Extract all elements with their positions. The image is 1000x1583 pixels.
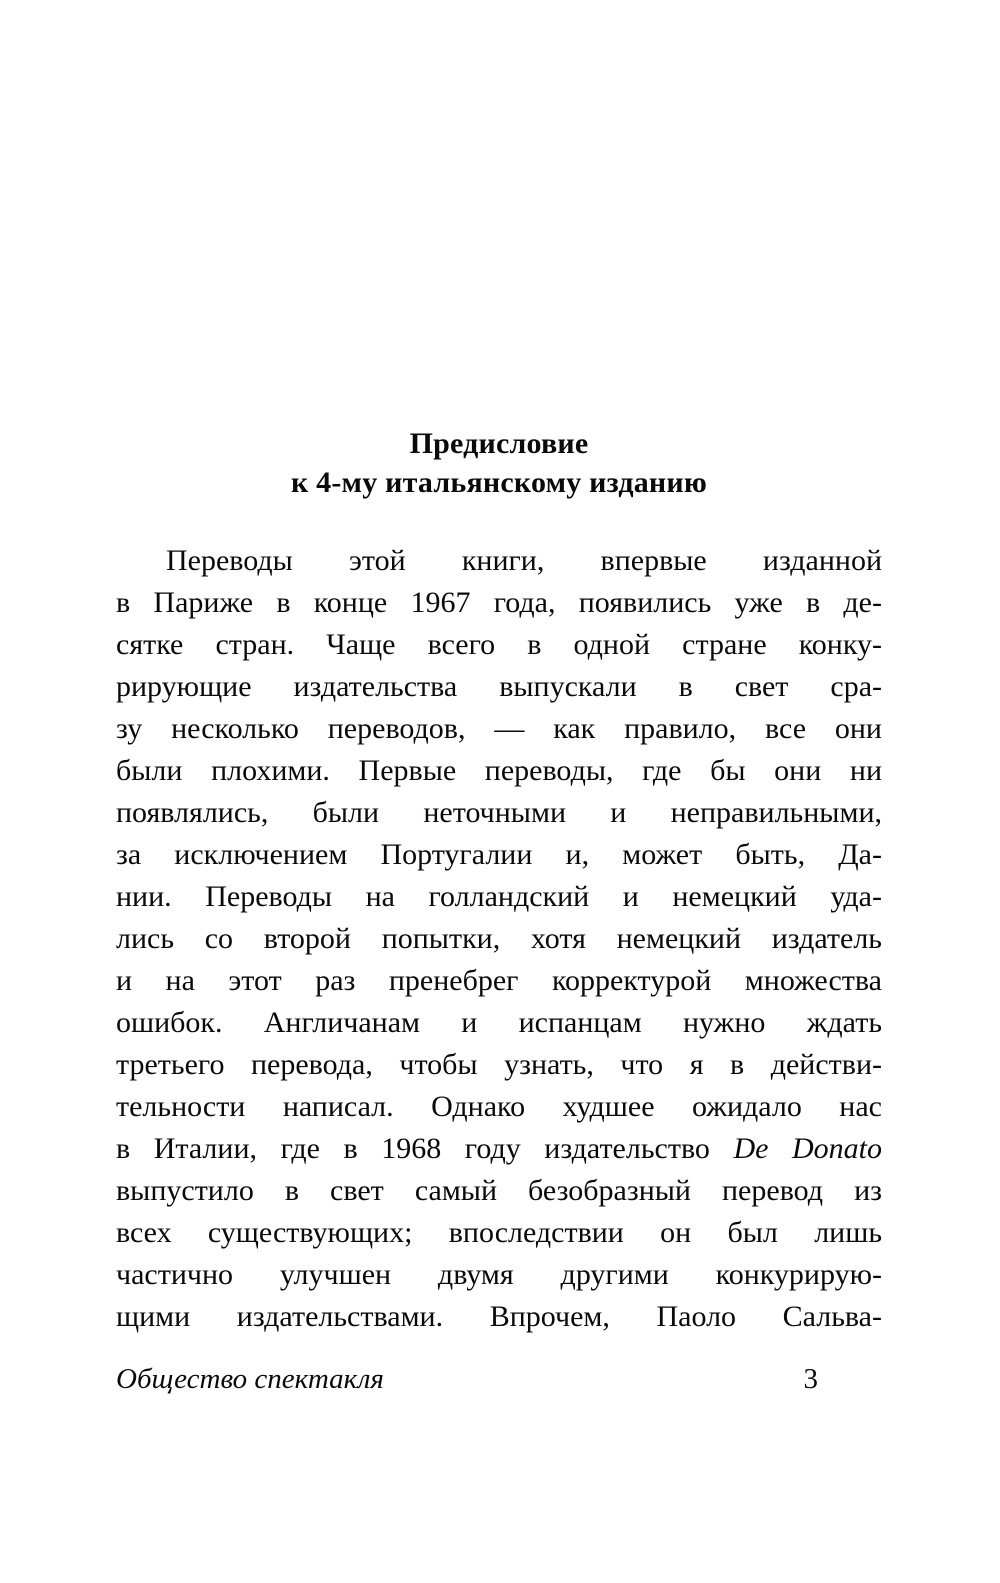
page-number: 3	[803, 1363, 818, 1395]
text-segment: Переводы этой книги, впервые изданной	[166, 544, 882, 577]
running-title: Общество спектакля	[116, 1363, 384, 1395]
text-segment: частично улучшен двумя другими конкурирую-	[116, 1258, 882, 1291]
text-line	[116, 750, 882, 792]
chapter-title-line-2: к 4-му итальянскому изданию	[290, 466, 707, 499]
italic-text-segment: De Donato	[733, 1132, 882, 1165]
text-line	[116, 960, 882, 1002]
chapter-title	[116, 424, 882, 502]
text-line	[116, 792, 882, 834]
text-segment: в Париже в конце 1967 года, появились уже в де-	[116, 586, 882, 619]
text-segment: появлялись, были неточными и неправильными,	[116, 796, 882, 829]
text-line	[116, 834, 882, 876]
text-segment: рирующие издательства выпускали в свет сра-	[116, 670, 882, 703]
text-line	[116, 1086, 882, 1128]
text-segment: лись со второй попытки, хотя немецкий издатель	[116, 922, 882, 955]
text-line	[116, 540, 882, 582]
text-line	[116, 1212, 882, 1254]
text-line	[116, 666, 882, 708]
text-segment: ошибок. Англичанам и испанцам нужно ждать	[116, 1006, 882, 1039]
text-segment: нии. Переводы на голландский и немецкий уда-	[116, 880, 882, 913]
text-segment: были плохими. Первые переводы, где бы они ни	[116, 754, 882, 787]
text-line	[116, 918, 882, 960]
page-footer	[116, 1362, 882, 1396]
text-line	[116, 624, 882, 666]
text-segment: за исключением Португалии и, может быть, Да-	[116, 838, 882, 871]
chapter-title-line-1: Предисловие	[409, 427, 589, 460]
text-line	[116, 1254, 882, 1296]
text-line	[116, 876, 882, 918]
text-line	[116, 1296, 882, 1338]
text-line	[116, 1044, 882, 1086]
text-line	[116, 582, 882, 624]
text-segment: третьего перевода, чтобы узнать, что я в действи-	[116, 1048, 882, 1081]
body-lines	[116, 540, 882, 1338]
text-segment: и на этот раз пренебрег корректурой множества	[116, 964, 882, 997]
text-segment: щими издательствами. Впрочем, Паоло Сальва-	[116, 1300, 882, 1333]
text-segment: зу несколько переводов, — как правило, все они	[116, 712, 882, 745]
text-line	[116, 708, 882, 750]
text-segment: всех существующих; впоследствии он был лишь	[116, 1216, 882, 1249]
text-segment: тельности написал. Однако худшее ожидало нас	[116, 1090, 882, 1123]
text-line	[116, 1128, 882, 1170]
text-segment: выпустило в свет самый безобразный перевод из	[116, 1174, 882, 1207]
text-line	[116, 1170, 882, 1212]
text-segment: в Италии, где в 1968 году издательство	[116, 1132, 734, 1165]
text-segment: сятке стран. Чаще всего в одной стране конку-	[116, 628, 882, 661]
text-line	[116, 1002, 882, 1044]
